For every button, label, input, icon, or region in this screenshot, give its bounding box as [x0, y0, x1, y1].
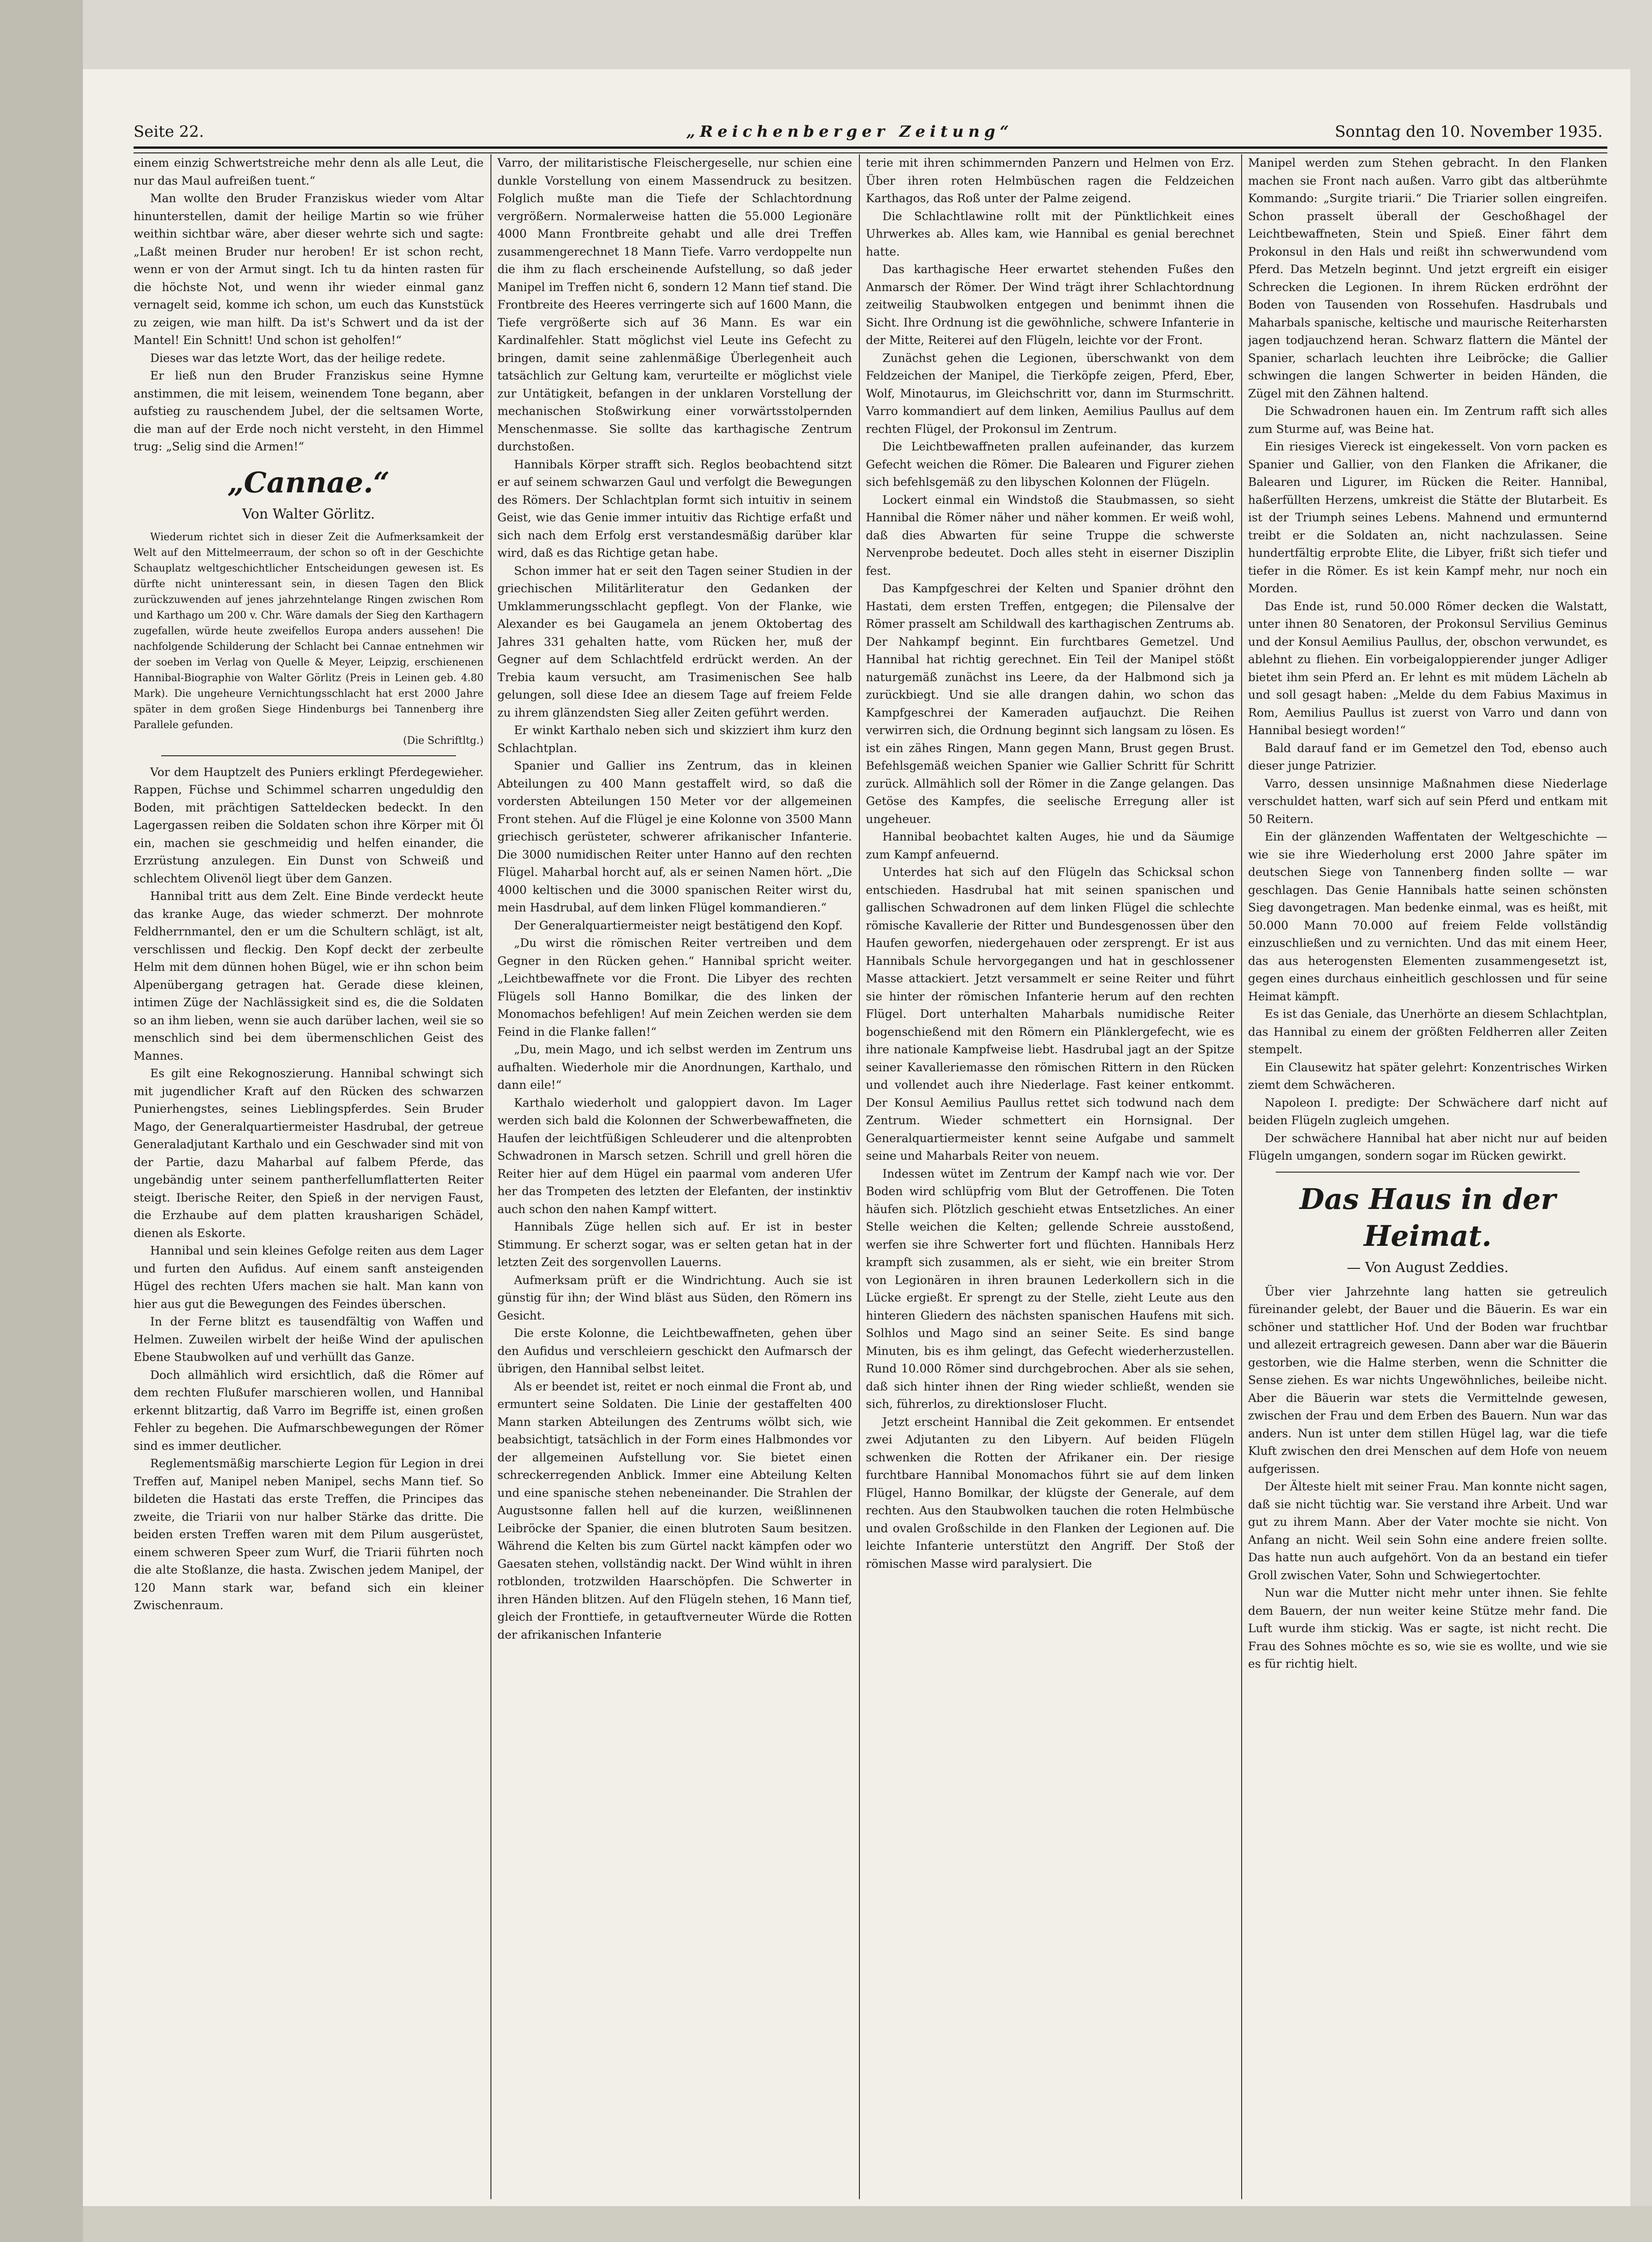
divider-line — [1276, 1172, 1580, 1173]
paragraph: einem einzig Schwertstreiche mehr denn als alle Leut, die nur das Maul aufreißen tuent.“ — [134, 156, 484, 187]
paragraph: Die Schlachtlawine rollt mit der Pünktlichkeit eines Uhrwerkes ab. Alles kam, wie Hannibal es genial berechnet hatte. — [866, 209, 1234, 258]
paragraph: Das karthagische Heer erwartet stehenden Fußes den Anmarsch der Römer. Der Wind trägt ihrer Schlachtordnung zeitweilig Staubwolken entgegen und benimmt ihnen die Sicht. Ihre Ordnung ist die gewöhnliche, schwere Infanterie in der Mitte, Reiterei auf den Flügeln, leichte vor der Front. — [866, 263, 1234, 347]
paragraph: Reglementsmäßig marschierte Legion für Legion in drei Treffen auf, Manipel neben Manipel, sechs Mann tief. So bildeten die Hastati das erste Treffen, die Principes das zweite, die Triarii von nur halber Stärke das dritte. Die beiden ersten Treffen waren mit dem Pilum ausgerüstet, einem schweren Speer zum Wurf, die Triarii führten noch die alte Stoßlanze, die hasta. Zwischen jedem Manipel, der 120 Mann stark war, befand sich ein kleiner Zwischenraum. — [134, 1457, 484, 1612]
paragraph: Hannibals Züge hellen sich auf. Er ist in bester Stimmung. Er scherzt sogar, was er selten getan hat in der letzten Zeit des sorgenvollen Lauerns. — [497, 1220, 852, 1269]
article-heading — [134, 464, 484, 525]
column-3 — [866, 154, 1234, 2197]
issue-date: Sonntag den 10. November 1935. — [1335, 123, 1603, 141]
paragraph: Aufmerksam prüft er die Windrichtung. Auch sie ist günstig für ihn; der Wind bläst aus Süden, den Römern ins Gesicht. — [497, 1273, 852, 1322]
divider-line — [161, 755, 456, 756]
paragraph: Hannibals Körper strafft sich. Reglos beobachtend sitzt er auf seinem schwarzen Gaul und verfolgt die Bewegungen des Römers. Der Schlachtplan formt sich intuitiv in seinem Geist, wie das Genie immer intuitiv das Richtige erfaßt und sich nach dem Erfolg erst verstandesmäßig darüber klar wird, daß es das Richtige getan habe. — [497, 457, 852, 560]
paragraph: Spanier und Gallier ins Zentrum, das in kleinen Abteilungen zu 400 Mann gestaffelt wird, so daß die vordersten Abteilungen 150 Meter vor der allgemeinen Front stehen. Auf die Flügel je eine Kolonne von 3500 Mann griechisch gerüsteter, schwerer afrikanischer Infanterie. Die 3000 numidischen Reiter unter Hanno auf den rechten Flügel. Maharbal horcht auf, als er seinen Namen hört. „Die 4000 keltischen und die 3000 spanischen Reiter wirst du, mein Hasdrubal, auf dem linken Flügel kommandieren.“ — [497, 759, 852, 914]
paragraph: Die erste Kolonne, die Leichtbewaffneten, gehen über den Aufidus und verschleiern geschickt den Aufmarsch der übrigen, den Hannibal selbst leitet. — [497, 1326, 852, 1375]
paragraph: Als er beendet ist, reitet er noch einmal die Front ab, und ermuntert seine Soldaten. Die Linie der gestaffelten 400 Mann starken Abteilungen des Zentrums wölbt sich, wie beabsichtigt, tatsächlich in der Form eines Halbmondes vor der allgemeinen Aufstellung vor. Sie bietet einen schreckerregenden Anblick. Immer eine Abteilung Kelten und eine spanische stehen nebeneinander. Die Strahlen der Augustsonne fallen hell auf die kurzen, weißlinnenen Leibröcke der Spanier, die einen blutroten Saum besitzen. Während die Kelten bis zum Gürtel nackt kämpfen oder wo Gaesaten stehen, vollständig nackt. Der Wind wühlt in ihren rotblonden, trotzwilden Haarschöpfen. Die Schwerter in ihren Händen blitzen. Auf den Flügeln stehen, 16 Mann tief, gleich der Fronttiefe, in getauftverneuter Würde die Rotten der afrikanischen Infanterie — [497, 1379, 852, 1641]
paragraph: Doch allmählich wird ersichtlich, daß die Römer auf dem rechten Flußufer marschieren wollen, und Hannibal erkennt blitzartig, daß Varro im Begriffe ist, einen großen Fehler zu begehen. Die Aufmarschbewegungen der Römer sind es immer deutlicher. — [134, 1368, 484, 1453]
article-heading — [1248, 1181, 1607, 1279]
paragraph: In der Ferne blitzt es tausendfältig von Waffen und Helmen. Zuweilen wirbelt der heiße Wind der apulischen Ebene Staubwolken auf und verhüllt das Ganze. — [134, 1315, 484, 1364]
paragraph: Varro, der militaristische Fleischergeselle, nur schien eine dunkle Vorstellung von einem Massendruck zu besitzen. Folglich mußte man die Tiefe der Schlachtordnung vergrößern. Normalerweise hatten die 55.000 Legionäre 4000 Mann Frontbreite gehabt und alle drei Treffen zusammengerechnet 18 Mann Tiefe. Varro verdoppelte nun die ihm zu flach erscheinende Aufstellung, so daß jeder Manipel im Treffen nicht 6, sondern 12 Mann tief stand. Die Frontbreite des Heeres verringerte sich auf 1600 Mann, die Tiefe vergrößerte sich auf 36 Mann. Es war ein Kardinalfehler. Statt möglichst viel Leute ins Gefecht zu bringen, damit seine zahlenmäßige Überlegenheit auch tatsächlich zur Geltung kam, verurteilte er möglichst viele zur Untätigkeit, befangen in der unklaren Vorstellung der mechanischen Stoßwirkung einer vorwärtsstolpernden Menschenmasse. Sie sollte das karthagische Zentrum durchstoßen. — [497, 156, 852, 453]
page-number: Seite 22. — [134, 123, 204, 141]
column-rule — [1241, 154, 1242, 2199]
paragraph: Karthalo wiederholt und galoppiert davon. Im Lager werden sich bald die Kolonnen der Schwerbewaffneten, die Haufen der leichtfüßigen Schleuderer und die altenprobten Schwadronen in Marsch setzen. Schrill und grell hören die Reiter hier auf dem Hügel ein paarmal vom anderen Ufer her das Trompeten des letzten der Elefanten, der instinktiv auch schon den nahen Kampf wittert. — [497, 1096, 852, 1216]
paragraph: Die Schwadronen hauen ein. Im Zentrum rafft sich alles zum Sturme auf, was Beine hat. — [1248, 404, 1607, 436]
paragraph: Er ließ nun den Bruder Franziskus seine Hymne anstimmen, die mit leisem, weinendem Tone begann, aber aufstieg zu rauschendem Jubel, der die seltsamen Worte, die man auf der Erde noch nicht versteht, in den Himmel trug: „Selig sind die Armen!“ — [134, 369, 484, 453]
editor-note-source: (Die Schriftltg.) — [403, 735, 484, 747]
paragraph: Es gilt eine Rekognoszierung. Hannibal schwingt sich mit jugendlicher Kraft auf den Rücken des schwarzen Punierhengstes, seines Lieblingspferdes. Sein Bruder Mago, der Generalquartiermeister Hasdrubal, der getreue Generaladjutant Karthalo und ein Geschwader sind mit von der Partie, dazu Maharbal auf falbem Pferde, das ungebändig unter seinem pantherfellumflatterten Reiter steigt. Iberische Reiter, den Spieß in der nervigen Faust, die Erzhaube auf dem platten krausharigen Schädel, dienen als Eskorte. — [134, 1067, 484, 1240]
paragraph: Jetzt erscheint Hannibal die Zeit gekommen. Er entsendet zwei Adjutanten zu den Libyern. Auf beiden Flügeln schwenken die Rotten der Afrikaner ein. Der riesige furchtbare Hannibal Monomachos führt sie auf dem linken Flügel, Hanno Bomilkar, der klügste der Generale, auf dem rechten. Aus den Staubwolken tauchen die roten Helmbüsche und ovalen Großschilde in den Flanken der Legionen auf. Die leichte Infanterie unterstützt den Angriff. Der Stoß der römischen Masse wird paralysiert. Die — [866, 1415, 1234, 1571]
paragraph: Hannibal tritt aus dem Zelt. Eine Binde verdeckt heute das kranke Auge, das wieder schmerzt. Der mohnrote Feldherrnmantel, den er um die Schultern schlägt, ist alt, verschlissen und fleckig. Den Kopf deckt der zerbeulte Helm mit dem dünnen hohen Bügel, wie er ihn schon beim Alpenübergang getragen hat. Gerade diese kleinen, intimen Züge der Nachlässigkeit sind es, die die Soldaten so an ihm lieben, wenn sie auch darüber lachen, weil sie so menschlich sind bei dem übermenschlichen Geist des Mannes. — [134, 889, 484, 1063]
column-1 — [134, 154, 484, 2197]
paragraph: Ein Clausewitz hat später gelehrt: Konzentrisches Wirken ziemt dem Schwächeren. — [1248, 1060, 1607, 1092]
header-rule — [134, 146, 1607, 153]
paragraph: Der schwächere Hannibal hat aber nicht nur auf beiden Flügeln umgangen, sondern sogar im Rücken gewirkt. — [1248, 1131, 1607, 1162]
paragraph: Unterdes hat sich auf den Flügeln das Schicksal schon entschieden. Hasdrubal hat mit seinen spanischen und gallischen Schwadronen auf dem linken Flügel die schlechte römische Kavallerie der Ritter und Bundesgenossen über den Haufen geworfen, niedergehauen oder zersprengt. Er ist aus Hannibals Schule hervorgegangen und hat in geschlossener Masse attackiert. Jetzt versammelt er seine Reiter und führt sie hinter der römischen Infanterie herum auf den rechten Flügel. Dort unterhalten Maharbals numidische Reiter bogenschießend mit den Römern ein Plänklergefecht, wie es ihre nationale Kampfweise liebt. Hasdrubal jagt an der Spitze seiner Kavalleriemasse den römischen Rittern in den Rücken und vollendet auch ihre Niederlage. Fast keiner entkommt. Der Konsul Aemilius Paullus rettet sich todwund nach dem Zentrum. Wieder schmettert ein Hornsignal. Der Generalquartiermeister kennt seine Aufgabe und sammelt seine und Maharbals Reiter von neuem. — [866, 865, 1234, 1162]
paragraph: „Du wirst die römischen Reiter vertreiben und dem Gegner in den Rücken gehen.“ Hannibal spricht weiter. „Leichtbewaffnete vor die Front. Die Libyer des rechten Flügels soll Hanno Bomilkar, die des linken der Monomachos befehligen! Auf mein Zeichen werden sie dem Feind in die Flanke fallen!“ — [497, 936, 852, 1039]
paragraph: Er winkt Karthalo neben sich und skizziert ihm kurz den Schlachtplan. — [497, 724, 852, 755]
paragraph: Napoleon I. predigte: Der Schwächere darf nicht auf beiden Flügeln zugleich umgehen. — [1248, 1096, 1607, 1127]
article-author: Von Walter Görlitz. — [242, 506, 375, 522]
paragraph: Hannibal beobachtet kalten Auges, hie und da Säumige zum Kampf anfeuernd. — [866, 830, 1234, 861]
paragraph: Dieses war das letzte Wort, das der heilige redete. — [150, 351, 446, 365]
scan-left-margin — [0, 0, 83, 2242]
paragraph: Indessen wütet im Zentrum der Kampf nach wie vor. Der Boden wird schlüpfrig vom Blut der Getroffenen. Die Toten häufen sich. Plötzlich geschieht etwas Entsetzliches. An einer Stelle weichen die Kelten; gellende Schreie ausstoßend, werfen sie ihre Schwerter fort und flüchten. Hannibals Herz krampft sich zusammen, als er sieht, wie ein breiter Strom von Legionären in ihren braunen Lederkollern sich in die Lücke ergießt. Er sprengt zu der Stelle, zieht Leute aus den hinteren Gliedern des nächsten spanischen Haufens mit sich. Solhlos und Mago sind an seiner Seite. Es sind bange Minuten, bis es ihm gelingt, das Gefecht wiederherzustellen. Rund 10.000 Römer sind durchgebrochen. Aber als sie sehen, daß sich hinter ihnen der Ring wieder schließt, wenden sie sich, führerlos, zu direktionsloser Flucht. — [866, 1167, 1234, 1411]
article-author: — Von August Zeddies. — [1347, 1259, 1509, 1276]
article-title: Das Haus in der Heimat. — [1299, 1182, 1556, 1253]
paragraph: Bald darauf fand er im Gemetzel den Tod, ebenso auch dieser junge Patrizier. — [1248, 741, 1607, 772]
paragraph: Zunächst gehen die Legionen, überschwankt von dem Feldzeichen der Manipel, die Tierköpfe zeigen, Pferd, Eber, Wolf, Minotaurus, im Gleichschritt vor, dann im Sturmschritt. Varro kommandiert auf dem linken, Aemilius Paullus auf dem rechten Flügel, der Prokonsul im Zentrum. — [866, 351, 1234, 436]
paragraph: „Du, mein Mago, und ich selbst werden im Zentrum uns aufhalten. Wiederhole mir die Anordnungen, Karthalo, und dann eile!“ — [497, 1043, 852, 1092]
paragraph: Hannibal und sein kleines Gefolge reiten aus dem Lager und furten den Aufidus. Auf einem sanft ansteigenden Hügel des rechten Ufers machen sie halt. Man kann von hier aus gut die Bewegungen des Feindes überschen. — [134, 1244, 484, 1311]
paragraph: Ein riesiges Viereck ist eingekesselt. Von vorn packen es Spanier und Gallier, von den Flanken die Afrikaner, die Balearen und Ligurer, im Rücken die Reiter. Hannibal, haßerfüllten Herzens, umkreist die Stätte der Blutarbeit. Es ist der Triumph seines Lebens. Mahnend und ermunternd treibt er die Soldaten an, nicht nachzulassen. Seine hundertfältig erprobte Elite, die Libyer, frißt sich tiefer und tiefer in die Römer. Es ist kein Kampf mehr, nur noch ein Morden. — [1248, 440, 1607, 595]
paragraph: terie mit ihren schimmernden Panzern und Helmen von Erz. Über ihren roten Helmbüschen ragen die Feldzeichen Karthagos, das Roß unter der Palme zeigend. — [866, 156, 1234, 205]
paragraph: Manipel werden zum Stehen gebracht. In den Flanken machen sie Front nach außen. Varro gibt das altberühmte Kommando: „Surgite triarii.“ Die Triarier sollen eingreifen. Schon prasselt überall der Geschoßhagel der Leichtbewaffneten, Stein und Spieß. Einer fährt dem Prokonsul in den Hals und reißt ihn schwerwundend vom Pferd. Das Metzeln beginnt. Und jetzt ergreift ein eisiger Schrecken die Legionen. In ihrem Rücken erdröhnt der Boden von Tausenden von Rossehufen. Hasdrubals und Maharbals spanische, keltische und maurische Reiterharsten jagen todjauchzend heran. Schwarz flattern die Mäntel der Spanier, scharlach leuchten ihre Leibröcke; die Gallier schwingen die langen Schwerter in beiden Händen, die Zügel mit den Zähnen haltend. — [1248, 156, 1607, 400]
paragraph: Man wollte den Bruder Franziskus wieder vom Altar hinunterstellen, damit der heilige Martin so wie früher weithin sichtbar wäre, aber dieser wehrte sich und sagte: „Laßt meinen Bruder nur heroben! Er ist schon recht, wenn er von der Armut singt. Ich tu da hinten rasten für die höchste Not, und wenn ihr wieder einmal ganz vernagelt seid, komme ich schon, um euch das Kunststück zu zeigen, wie man hilft. Da ist's Schwert und da ist der Mantel! Ein Schnitt! Und schon ist geholfen!“ — [134, 192, 484, 347]
editor-note: Wiederum richtet sich in dieser Zeit die Aufmerksamkeit der Welt auf den Mittelmeerraum, der schon so oft in der Geschichte Schauplatz weltgeschichtlicher Entscheidungen gewesen ist. Es dürfte nicht uninteressant sein, in diesen Tagen den Blick zurückzuwenden auf jenes jahrzehntelange Ringen zwischen Rom und Karthago um 200 v. Chr. Wäre damals der Sieg den Karthagern zugefallen, würde heute zweifellos Europa anders aussehen! Die nachfolgende Schilderung der Schlacht bei Cannae entnehmen wir der soeben im Verlag von Quelle & Meyer, Leipzig, erschienenen Hannibal-Biographie von Walter Görlitz (Preis in Leinen geb. 4.80 Mark). Die ungeheure Vernichtungsschlacht hat erst 2000 Jahre später in dem großen Siege Hindenburgs bei Tannenberg ihre Parallele gefunden. — [134, 531, 484, 731]
column-4 — [1248, 154, 1607, 2197]
paragraph: Varro, dessen unsinnige Maßnahmen diese Niederlage verschuldet hatten, warf sich auf sein Pferd und entkam mit 50 Reitern. — [1248, 777, 1607, 826]
article-title: „Cannae.“ — [227, 465, 390, 499]
column-2 — [497, 154, 852, 2197]
paragraph: Das Kampfgeschrei der Kelten und Spanier dröhnt den Hastati, dem ersten Treffen, entgegen; die Pilensalve der Römer prasselt am Schildwall des karthagischen Zentrums ab. Der Nahkampf beginnt. Ein furchtbares Gemetzel. Und Hannibal hat richtig gerechnet. Ein Teil der Manipel stößt naturgemäß zunächst ins Leere, da der Halbmond sich ja zurückbiegt. Und sie alle drangen dahin, wo schon das Kampfgeschrei der Kameraden aufjauchzt. Die Reihen verwirren sich, die Ordnung beginnt sich langsam zu lösen. Es ist ein zähes Ringen, Mann gegen Mann, Brust gegen Brust. Befehlsgemäß weichen Spanier wie Gallier Schritt für Schritt zurück. Allmählich soll der Römer in die Zange gelangen. Das Getöse des Kampfes, die seelische Erregung aller ist ungeheuer. — [866, 582, 1234, 826]
paragraph: Der Älteste hielt mit seiner Frau. Man konnte nicht sagen, daß sie nicht tüchtig war. Sie verstand ihre Arbeit. Und war gut zu ihrem Mann. Aber der Vater mochte sie nicht. Von Anfang an nicht. Weil sein Sohn eine andere freien sollte. Das hatte nun auch aufgehört. Von da an bestand ein tiefer Groll zwischen Vater, Sohn und Schwiegertochter. — [1248, 1480, 1607, 1582]
paragraph: Es ist das Geniale, das Unerhörte an diesem Schlachtplan, das Hannibal zu einem der größten Feldherren aller Zeiten stempelt. — [1248, 1007, 1607, 1056]
column-rule — [490, 154, 491, 2199]
column-rule — [859, 154, 860, 2199]
newspaper-name: „Reichenberger Zeitung“ — [686, 123, 1014, 141]
paragraph: Die Leichtbewaffneten prallen aufeinander, das kurzem Gefecht weichen die Römer. Die Balearen und Figurer ziehen sich befehlsgemäß zu den libyschen Kolonnen der Flügeln. — [866, 440, 1234, 489]
paragraph: Vor dem Hauptzelt des Puniers erklingt Pferdegewieher. Rappen, Füchse und Schimmel scharren ungeduldig den Boden, mit prächtigen Satteldecken bedeckt. In den Lagergassen reiben die Soldaten schon ihre Körper mit Öl ein, machen sie geschmeidig und helfen einander, die Erzrüstung anzulegen. Ein Dunst von Schweiß und schlechtem Olivenöl liegt über dem Ganzen. — [134, 765, 484, 885]
paragraph: Ein der glänzenden Waffentaten der Weltgeschichte — wie sie ihre Wiederholung erst 2000 Jahre später im deutschen Siege von Tannenberg finden sollte — war geschlagen. Das Genie Hannibals hatte seinen schönsten Sieg davongetragen. Man bedenke einmal, was es heißt, mit 50.000 Mann 70.000 auf freiem Felde vollständig einzuschließen und zu vernichten. Und das mit einem Heer, das aus heterogensten Elementen zusammengesetzt ist, gegen eines durchaus einheitlich geschlossen und für seine Heimat kämpft. — [1248, 830, 1607, 1003]
paragraph: Das Ende ist, rund 50.000 Römer decken die Walstatt, unter ihnen 80 Senatoren, der Prokonsul Servilius Geminus und der Konsul Aemilius Paullus, der, obschon verwundet, es ablehnt zu fliehen. Ein vorbeigaloppierender junger Adliger bietet ihm sein Pferd an. Er lehnt es mit müdem Lächeln ab und soll gesagt haben: „Melde du dem Fabius Maximus in Rom, Aemilius Paullus ist zuerst von Varro und dann von Hannibal besiegt worden!“ — [1248, 599, 1607, 737]
paragraph: Nun war die Mutter nicht mehr unter ihnen. Sie fehlte dem Bauern, der nun weiter keine Stütze mehr fand. Die Luft wurde ihm stickig. Was er sagte, ist nicht recht. Die Frau des Sohnes möchte es so, wie sie es wollte, und wie sie es für richtig hielt. — [1248, 1586, 1607, 1670]
paragraph: Schon immer hat er seit den Tagen seiner Studien in der griechischen Militärliteratur den Gedanken der Umklammerungsschlacht gepflegt. Von der Flanke, wie Alexander es bei Gaugamela an jenem Oktobertag des Jahres 331 gehalten hatte, vom Rücken her, muß der Gegner auf dem Schlachtfeld erdrückt werden. An der Trebia kaum versucht, am Trasimenischen See halb gelungen, soll diese Idee an diesem Tage auf freiem Felde zu ihrem glänzendsten Sieg aller Zeiten geführt werden. — [497, 564, 852, 719]
paragraph: Lockert einmal ein Windstoß die Staubmassen, so sieht Hannibal die Römer näher und näher kommen. Er weiß wohl, daß dies Abwarten für seine Truppe die schwerste Nervenprobe bedeutet. Doch alles steht in eiserner Disziplin fest. — [866, 493, 1234, 578]
paragraph: Der Generalquartiermeister neigt bestätigend den Kopf. — [514, 918, 843, 932]
paragraph: Über vier Jahrzehnte lang hatten sie getreulich füreinander gelebt, der Bauer und die Bäuerin. Es war ein schöner und stattlicher Hof. Und der Boden war fruchtbar und allezeit ertragreich gewesen. Dann aber war die Bäuerin gestorben, wie die Halme sterben, wenn die Schnitter die Sense ziehen. Es war nichts Ungewöhnliches, beileibe nicht. Aber die Bäuerin war stets die Vermittelnde gewesen, zwischen der Frau und dem Erben des Bauern. Nun war das anders. Nun ist unter dem stillen Hügel lag, war die tiefe Kluft zwischen den drei Menschen auf dem Hofe von neuem aufgerissen. — [1248, 1284, 1607, 1476]
scan-bottom-margin — [83, 2206, 1652, 2242]
